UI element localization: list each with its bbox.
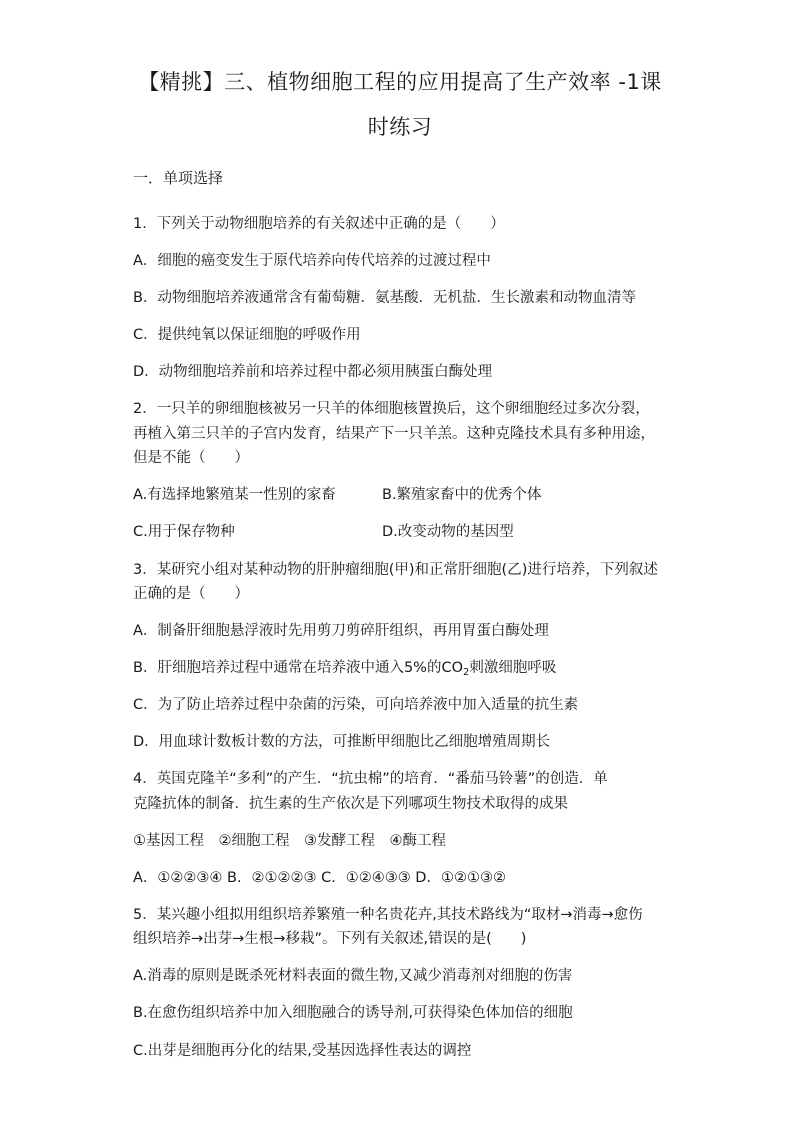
q4-stem-line-2: 克隆抗体的制备．抗生素的生产依次是下列哪项生物技术取得的成果 [133, 796, 568, 812]
q5-option-a: A.消毒的原则是既杀死材料表面的微生物,又减少消毒剂对细胞的伤害 [133, 968, 573, 984]
q2-option-c: C.用于保存物种 [133, 524, 235, 540]
q5-option-b: B.在愈伤组织培养中加入细胞融合的诱导剂,可获得染色体加倍的细胞 [133, 1005, 573, 1021]
q4-items: ①基因工程 ②细胞工程 ③发酵工程 ④酶工程 [133, 833, 446, 849]
title-line-1: 【精挑】三、植物细胞工程的应用提高了生产效率 -1课 [138, 70, 662, 94]
q4-stem-line-1: 4．英国克隆羊“多利”的产生．“抗虫棉”的培育．“番茄马铃薯”的创造．单 [133, 771, 608, 787]
q3-option-d: D．用血球计数板计数的方法，可推断甲细胞比乙细胞增殖周期长 [133, 734, 551, 750]
q2-stem-line-1: 2．一只羊的卵细胞核被另一只羊的体细胞核置换后，这个卵细胞经过多次分裂， [133, 401, 650, 417]
q3-option-b-text: B．肝细胞培养过程中通常在培养液中通入5%的CO [133, 660, 463, 676]
q2-option-b: B.繁殖家畜中的优秀个体 [382, 487, 542, 503]
q3-option-c: C．为了防止培养过程中杂菌的污染，可向培养液中加入适量的抗生素 [133, 697, 579, 713]
q5-option-c: C.出芽是细胞再分化的结果,受基因选择性表达的调控 [133, 1043, 472, 1059]
section-heading: 一．单项选择 [133, 169, 224, 187]
q5-stem-line-1: 5．某兴趣小组拟用组织培养繁殖一种名贵花卉,其技术路线为“取材→消毒→愈伤 [133, 907, 643, 923]
q1-stem: 1．下列关于动物细胞培养的有关叙述中正确的是（ ） [133, 216, 505, 232]
q2-option-a: A.有选择地繁殖某一性别的家畜 [133, 487, 336, 503]
q1-option-c: C．提供纯氧以保证细胞的呼吸作用 [133, 327, 361, 343]
title-line-2: 时练习 [367, 115, 433, 139]
q3-stem-line-1: 3．某研究小组对某种动物的肝肿瘤细胞(甲)和正常肝细胞(乙)进行培养，下列叙述 [133, 562, 658, 578]
q1-option-d: D．动物细胞培养前和培养过程中都必须用胰蛋白酶处理 [133, 364, 493, 380]
q3-option-b [133, 658, 556, 683]
q4-options: A．①②②③④ B．②①②②③ C．①②④③③ D．①②①③② [133, 870, 506, 886]
q2-stem-line-3: 但是不能（ ） [133, 450, 249, 466]
q3-option-b-text-end: 刺激细胞呼吸 [469, 660, 557, 676]
q3-option-b-subscript: 2 [463, 667, 470, 678]
q2-option-d: D.改变动物的基因型 [382, 524, 514, 540]
q3-option-a: A．制备肝细胞悬浮液时先用剪刀剪碎肝组织，再用胃蛋白酶处理 [133, 623, 549, 639]
q3-stem-line-2: 正确的是（ ） [133, 586, 249, 602]
q2-stem-line-2: 再植入第三只羊的子宫内发育，结果产下一只羊羔。这种克隆技术具有多种用途， [133, 426, 655, 442]
q1-option-a: A．细胞的癌变发生于原代培养向传代培养的过渡过程中 [133, 253, 491, 269]
q5-stem-line-2: 组织培养→出芽→生根→移栽”。下列有关叙述,错误的是( ) [133, 931, 527, 947]
q1-option-b: B．动物细胞培养液通常含有葡萄糖．氨基酸．无机盐．生长激素和动物血清等 [133, 290, 636, 306]
